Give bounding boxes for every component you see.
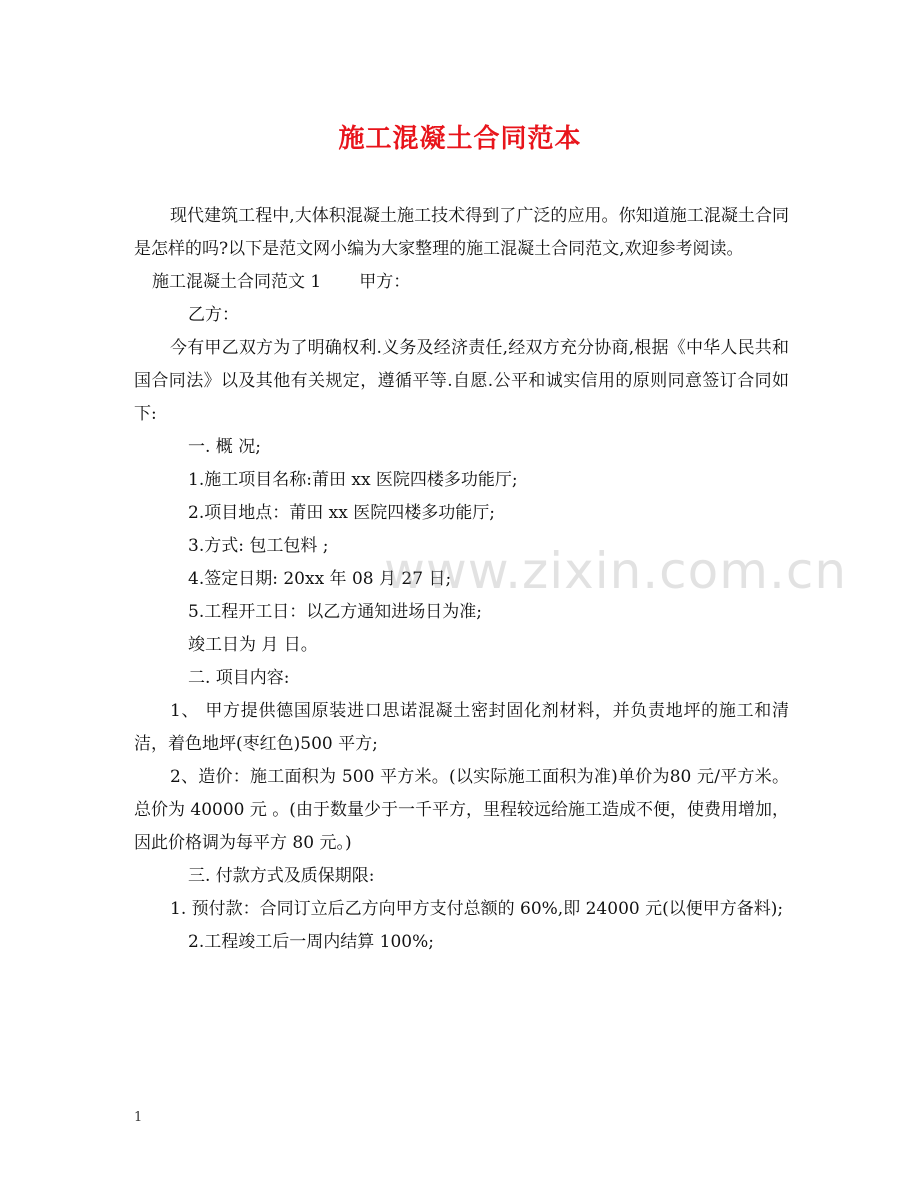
party-b-label: 乙方： — [188, 305, 239, 325]
item-start-date: 5.工程开工日：以乙方通知进场日为准; — [188, 602, 482, 622]
agreement-paragraph: 今有甲乙双方为了明确权利.义务及经济责任,经双方充分协商,根据《中华人民共和国合同法》以及其他有关规定，遵循平等.自愿.公平和诚实信用的原则同意签订合同如下: — [134, 338, 789, 424]
document-body — [134, 200, 789, 959]
section-2-heading: 二. 项目内容: — [188, 668, 290, 688]
sample-heading-line — [134, 266, 789, 299]
sample-heading: 施工混凝土合同范文 1 — [152, 272, 322, 292]
item-method: 3.方式: 包工包料 ; — [188, 536, 329, 556]
intro-paragraph: 现代建筑工程中,大体积混凝土施工技术得到了广泛的应用。你知道施工混凝土合同是怎样的吗?以下是范文网小编为大家整理的施工混凝土合同范文,欢迎参考阅读。 — [134, 206, 789, 259]
page-number: 1 — [134, 1110, 143, 1125]
party-a-label: 甲方： — [359, 272, 411, 292]
content-item-1: 1、 甲方提供德国原装进口思诺混凝土密封固化剂材料，并负责地坪的施工和清洁，着色地坪(枣红色)500 平方; — [134, 701, 789, 754]
section-3-heading: 三. 付款方式及质保期限: — [188, 866, 375, 886]
section-1-heading: 一. 概 况; — [188, 437, 261, 457]
item-completion-date: 竣工日为 月 日。 — [188, 635, 318, 655]
item-sign-date: 4.签定日期: 20xx 年 08 月 27 日; — [188, 569, 452, 589]
content-item-2: 2、造价：施工面积为 500 平方米。(以实际施工面积为准)单价为80 元/平方米。总价为 40000 元 。(由于数量少于一千平方，里程较远给施工造成不便，使费用增加，因此价格调为每平方 80 元。) — [134, 767, 789, 853]
watermark: www.zixin.com.cn — [384, 542, 848, 600]
document-title: 施工混凝土合同范本 — [338, 124, 582, 154]
payment-item-1: 1. 预付款：合同订立后乙方向甲方支付总额的 60%,即 24000 元(以便甲方备料); — [170, 899, 784, 919]
payment-item-2: 2.工程竣工后一周内结算 100%; — [188, 932, 434, 952]
item-project-location: 2.项目地点：莆田 xx 医院四楼多功能厅; — [188, 503, 495, 523]
item-project-name: 1.施工项目名称:莆田 xx 医院四楼多功能厅; — [188, 470, 518, 490]
